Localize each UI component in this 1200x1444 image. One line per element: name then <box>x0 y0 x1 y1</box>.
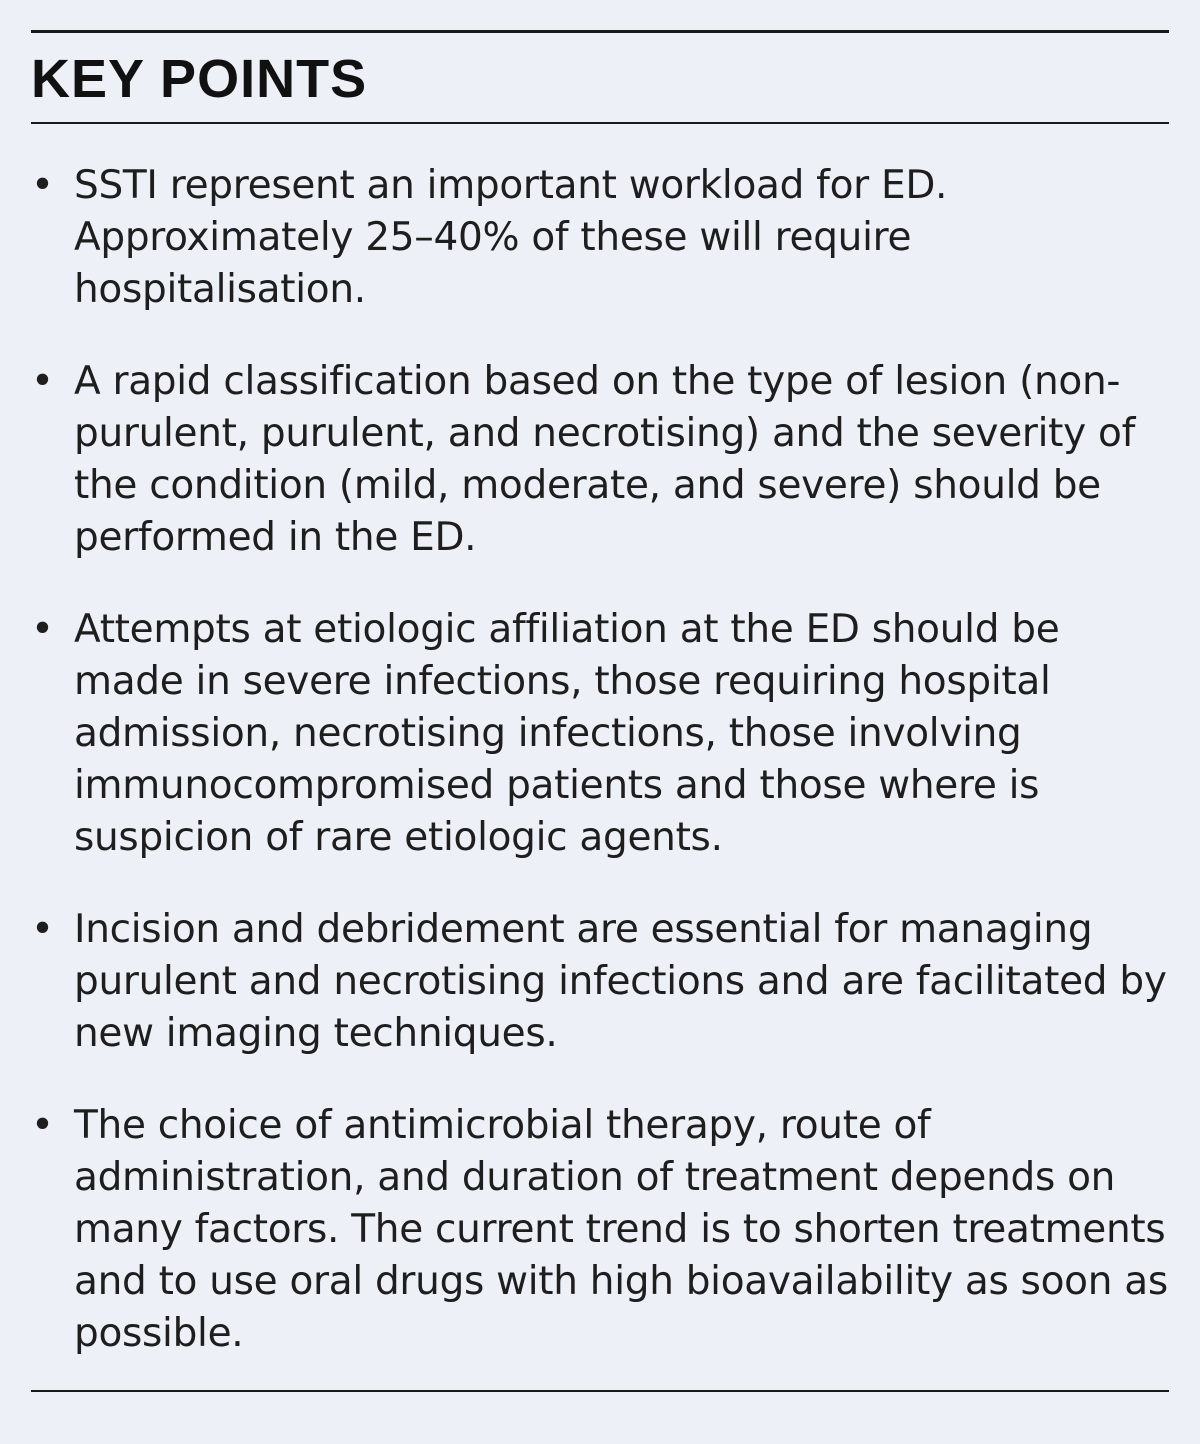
list-item <box>31 356 1169 564</box>
bullet-icon: • <box>31 607 54 652</box>
point-text: Attempts at etiologic affiliation at the ED should be made in severe infections, those requiring hospital admission, necrotising infections, those involving immunocompromised patients and those where is suspicion of rare etiologic agents. <box>74 607 1060 860</box>
top-rule <box>31 30 1169 33</box>
point-text: SSTI represent an important workload for ED. Approximately 25–40% of these will require hospitalisation. <box>74 163 948 312</box>
bullet-icon: • <box>31 163 54 208</box>
point-text: Incision and debridement are essential for managing purulent and necrotising infections and are facilitated by new imaging techniques. <box>74 907 1167 1056</box>
list-item <box>31 904 1169 1060</box>
point-text: A rapid classification based on the type of lesion (non-purulent, purulent, and necrotising) and the severity of the condition (mild, moderate, and severe) should be performed in the ED. <box>74 359 1136 560</box>
point-text: The choice of antimicrobial therapy, route of administration, and duration of treatment depends on many factors. The current trend is to shorten treatments and to use oral drugs with high bioavailability as soon as possible. <box>74 1103 1168 1356</box>
bottom-rule <box>31 1390 1169 1392</box>
bullet-icon: • <box>31 359 54 404</box>
list-item <box>31 604 1169 864</box>
key-points-list <box>31 160 1169 1400</box>
list-item <box>31 1100 1169 1360</box>
list-item <box>31 160 1169 316</box>
bullet-icon: • <box>31 1103 54 1148</box>
bullet-icon: • <box>31 907 54 952</box>
title-divider <box>31 122 1169 124</box>
page-title: KEY POINTS <box>31 49 368 109</box>
